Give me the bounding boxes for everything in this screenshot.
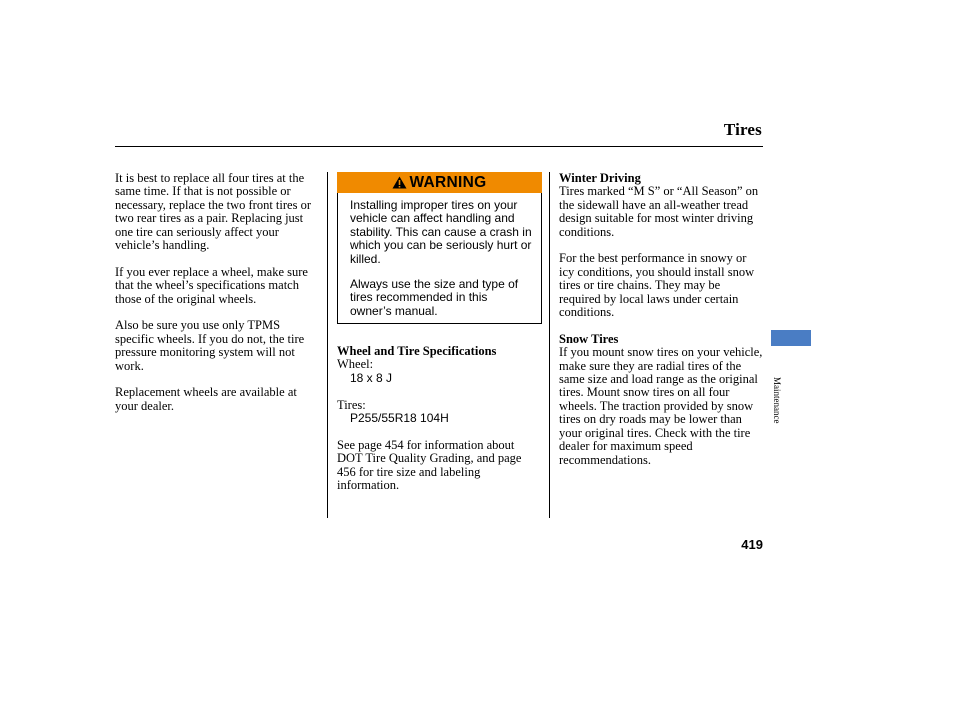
title-rule <box>115 146 763 147</box>
paragraph-tpms: Also be sure you use only TPMS specific wheels. If you do not, the tire pressure monitoring system will not work. <box>115 318 305 373</box>
tires-label: Tires: <box>337 397 366 412</box>
warning-label: WARNING <box>409 173 487 191</box>
warning-header <box>337 172 542 193</box>
specs-note: See page 454 for information about DOT Tire Quality Grading, and page 456 for tire size and labeling information. <box>337 437 522 493</box>
paragraph-dealer: Replacement wheels are available at your dealer. <box>115 385 297 413</box>
section-tab <box>771 330 811 346</box>
snow-heading: Snow Tires <box>559 331 619 346</box>
page-number: 419 <box>741 537 763 552</box>
winter-text: Tires marked “M S” or “All Season” on the sidewall have an all-weather tread design suitable for most winter driving conditions. <box>559 184 759 239</box>
wheel-label: Wheel: <box>337 357 374 372</box>
tires-value: P255/55R18 104H <box>350 411 449 426</box>
winter-heading: Winter Driving <box>559 171 641 185</box>
snow-text: If you mount snow tires on your vehicle, make sure they are radial tires of the same size and load range as the original tires. Mount snow tires on all four wheels. The traction provided by snow tires on dry roads may be lower than your original tires. Check with the tire dealer for maximum speed recommendations. <box>559 345 763 467</box>
warning-text-1: Installing improper tires on your vehicle can affect handling and stability. This can cause a crash in which you can be seriously hurt or killed. <box>350 198 532 266</box>
page-title: Tires <box>723 120 762 139</box>
left-column <box>115 172 315 427</box>
column-divider-right <box>549 172 550 518</box>
paragraph-replace-all: It is best to replace all four tires at the same time. If that is not possible or necessary, replace the two front tires or two rear tires as a pair. Replacing just one tire can seriously affect your vehicle’s handling. <box>115 171 311 253</box>
right-column <box>559 172 764 480</box>
warning-text-2: Always use the size and type of tires recommended in this owner’s manual. <box>350 277 519 318</box>
winter-text-2: For the best performance in snowy or icy conditions, you should install snow tires or tire chains. They may be required by local laws under certain conditions. <box>559 251 755 320</box>
section-label: Maintenance <box>772 377 782 424</box>
column-divider-left <box>327 172 328 518</box>
warning-triangle-icon <box>392 176 407 189</box>
wheel-value: 18 x 8 J <box>350 370 393 385</box>
specs-heading: Wheel and Tire Specifications <box>337 344 497 358</box>
specs-section <box>337 345 542 492</box>
paragraph-replace-wheel: If you ever replace a wheel, make sure that the wheel’s specifications match those of the original wheels. <box>115 264 308 306</box>
